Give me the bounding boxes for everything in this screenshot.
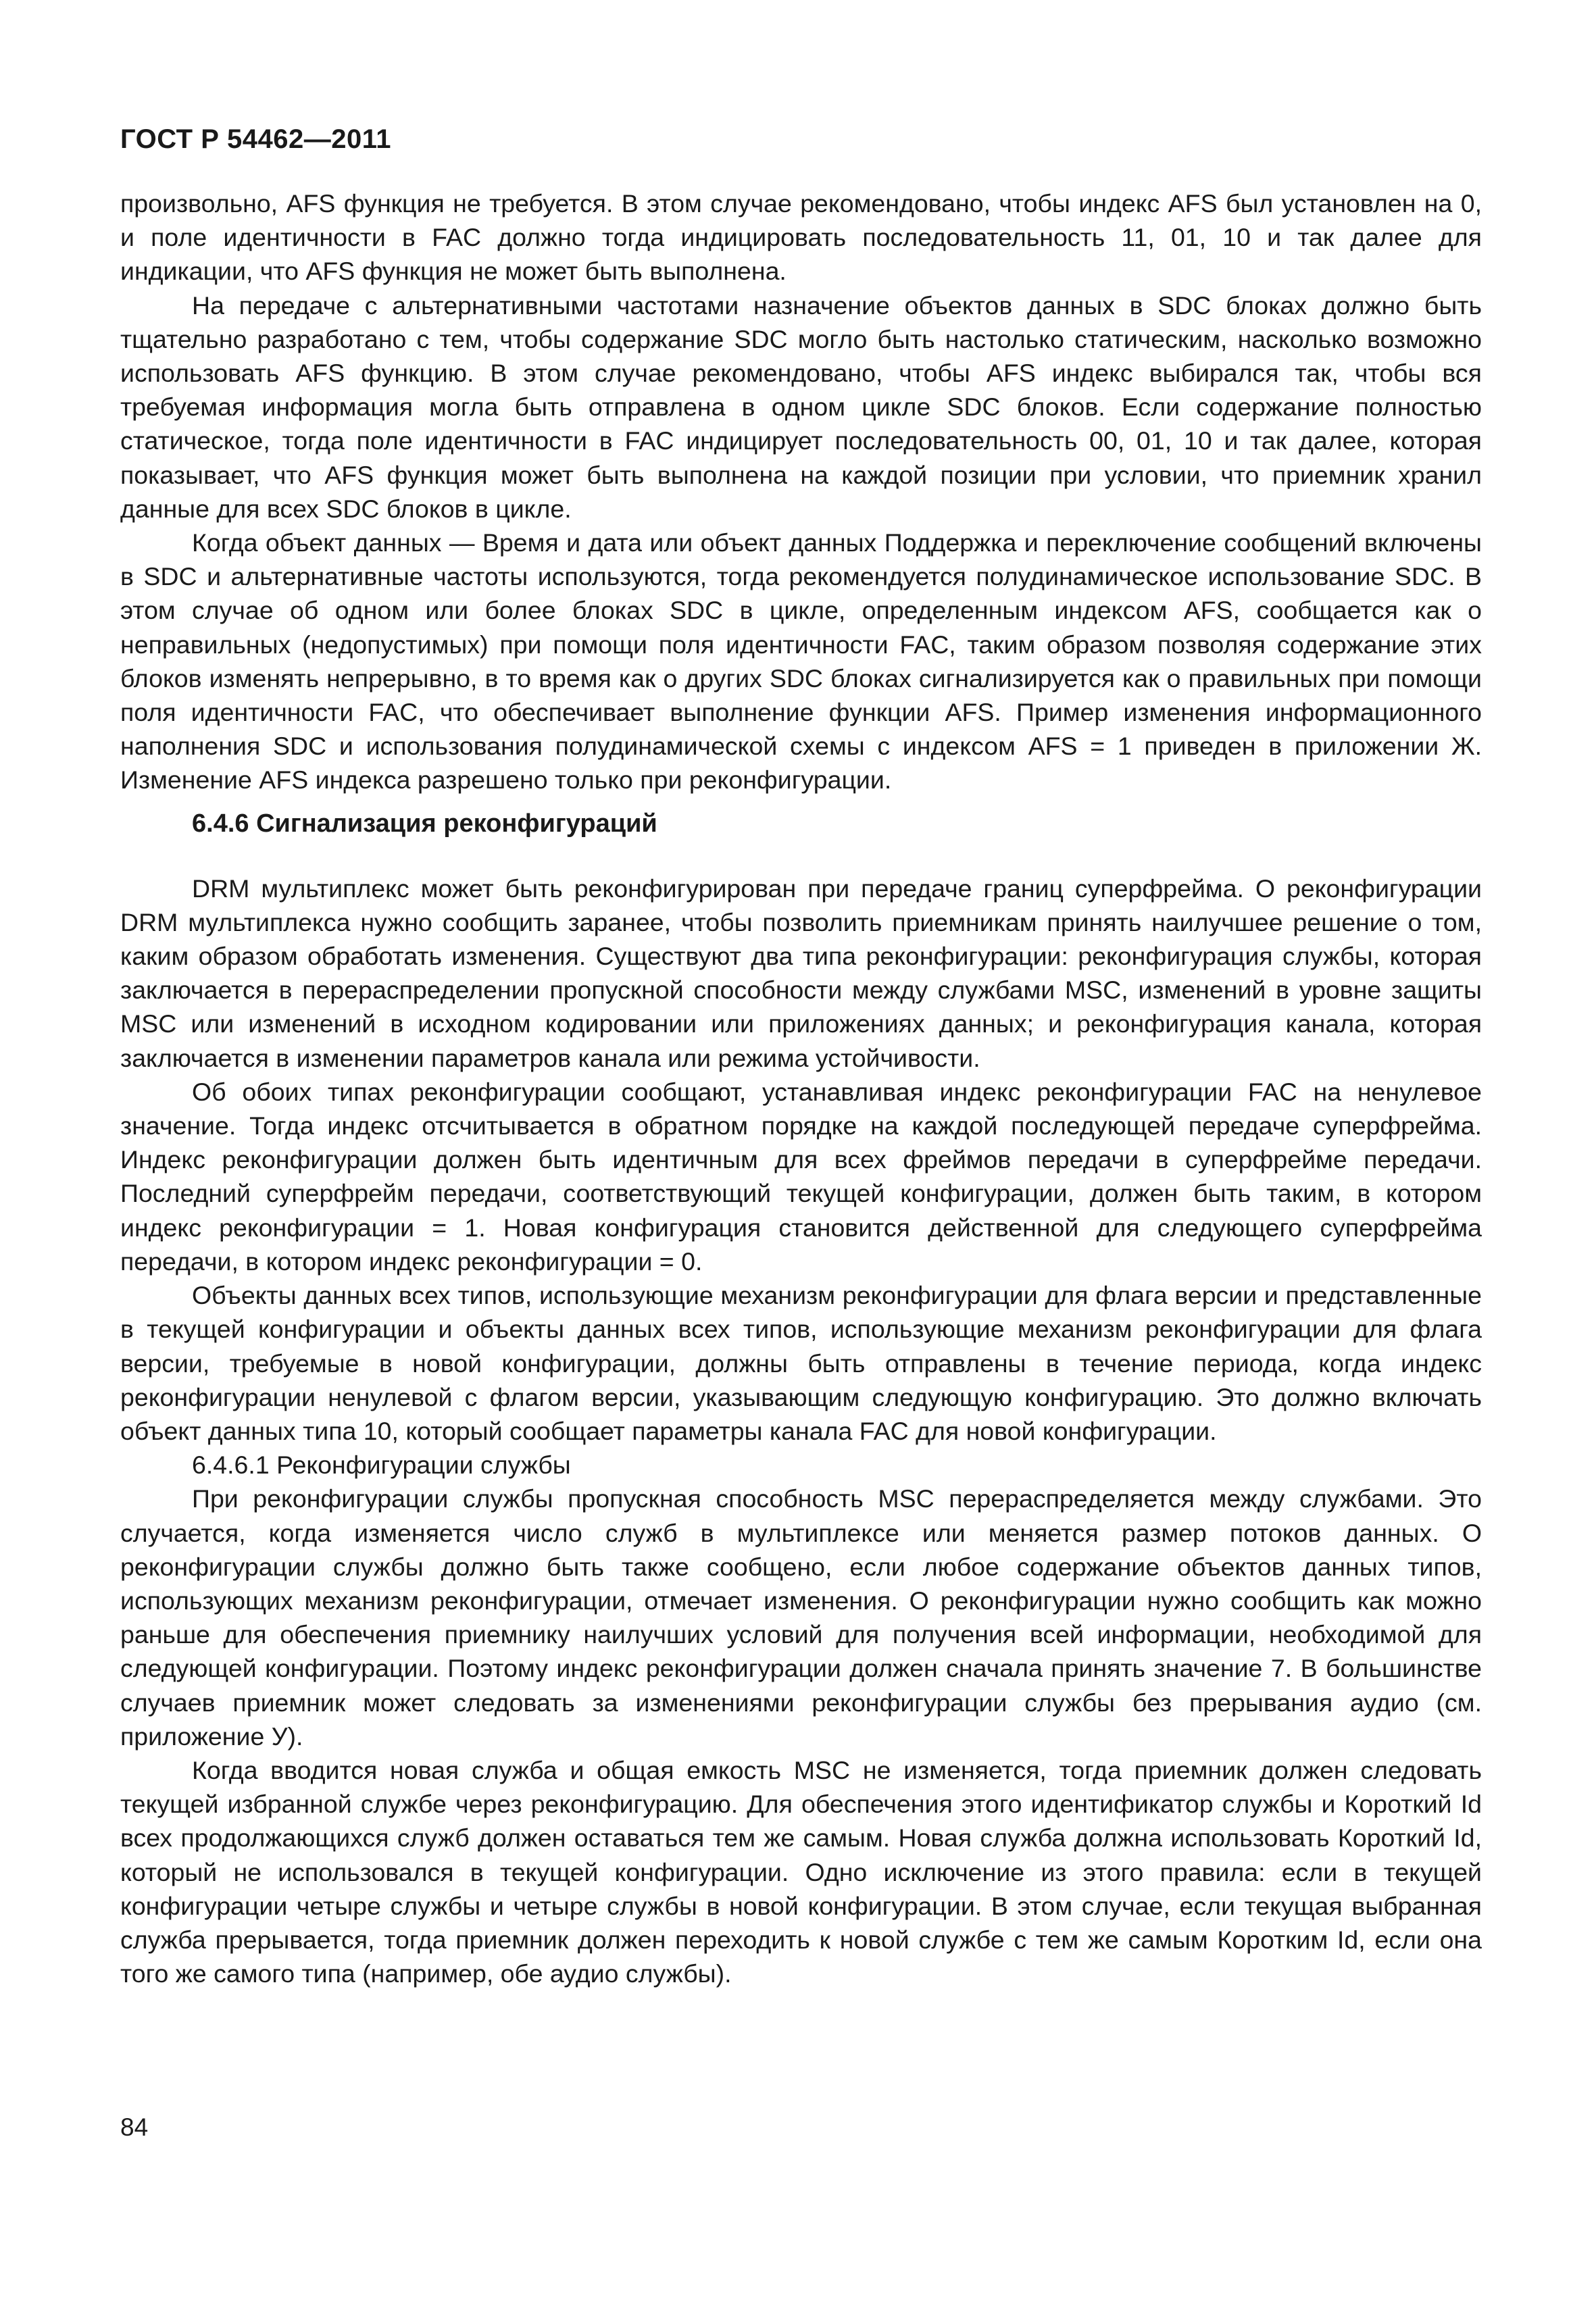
paragraph-semi-dynamic-sdc: Когда объект данных — Время и дата или объект данных Поддержка и переключение сообщений включены в SDC и альтернативные частоты используются, тогда рекомендуется полудинамическое использование SDC. В этом случае об одном или более блоках SDC в цикле, определенным индексом AFS, сообщается как о неправильных (недопустимых) при помощи поля идентичности FAC, таким образом позволяя содержание этих блоков изменять непрерывно, в то время как о других SDC блоках сигнализируется как о правильных при помощи поля идентичности FAC, что обеспечивает выполнение функции AFS. Пример изменения информационного наполнения SDC и использования полудинамической схемы с индексом AFS = 1 приведен в приложении Ж. Изменение AFS индекса разрешено только при реконфигурации. xyxy=(120,528,1482,795)
paragraph-afs-alt-frequencies: На передаче с альтернативными частотами назначение объектов данных в SDC блоках должно быть тщательно разработано с тем, чтобы содержание SDC могло быть настолько статическим, насколько возможно использовать AFS функцию. В этом случае рекомендовано, чтобы AFS индекс выбирался так, чтобы вся требуемая информация могла быть отправлена в одном цикле SDC блоков. Если содержание полностью статическое, тогда поле идентичности в FAC индицирует последовательность 00, 01, 10 и так далее, которая показывает, что AFS функция может быть выполнена на каждой позиции при условии, что приемник хранил данные для всех SDC блоков в цикле. xyxy=(120,291,1482,523)
section-heading-6-4-6: 6.4.6 Сигнализация реконфигураций xyxy=(192,809,657,838)
document-body xyxy=(120,186,1482,1990)
document-page xyxy=(120,122,1482,1990)
paragraph-reconfiguration-index: Об обоих типах реконфигурации сообщают, устанавливая индекс реконфигурации FAC на ненулевое значение. Тогда индекс отсчитывается в обратном порядке на каждой последующей передаче суперфрейма. Индекс реконфигурации должен быть идентичным для всех фреймов передачи в суперфрейме передачи. Последний суперфрейм передачи, соответствующий текущей конфигурации, должен быть таким, в котором индекс реконфигурации = 1. Новая конфигурация становится действенной для следующего суперфрейма передачи, в котором индекс реконфигурации = 0. xyxy=(120,1077,1482,1276)
document-standard-id: ГОСТ Р 54462—2011 xyxy=(120,124,391,154)
paragraph-new-service: Когда вводится новая служба и общая емкость MSC не изменяется, тогда приемник должен следовать текущей избранной службе через реконфигурацию. Для обеспечения этого идентификатор службы и Короткий Id всех продолжающихся служб должен оставаться тем же самым. Новая служба должна использовать Короткий Id, который не использовался в текущей конфигурации. Одно исключение из этого правила: если в текущей конфигурации четыре службы и четыре службы в новой конфигурации. В этом случае, если текущая выбранная служба прерывается, тогда приемник должен переходить к новой службе с тем же самым Коротким Id, если она того же самого типа (например, обе аудио службы). xyxy=(120,1755,1482,1988)
paragraph-version-flag-objects: Объекты данных всех типов, использующие механизм реконфигурации для флага версии и представленные в текущей конфигурации и объекты данных всех типов, использующие механизм реконфигурации для флага версии, требуемые в новой конфигурации, должны быть отправлены в течение периода, когда индекс реконфигурации ненулевой с флагом версии, указывающим следующую конфигурацию. Это должно включать объект данных типа 10, который сообщает параметры канала FAC для новой конфигурации. xyxy=(120,1281,1482,1445)
page-number: 84 xyxy=(120,2113,149,2141)
subsection-heading-6-4-6-1: 6.4.6.1 Реконфигурации службы xyxy=(192,1451,571,1480)
paragraph-continuation: произвольно, AFS функция не требуется. В этом случае рекомендовано, чтобы индекс AFS был установлен на 0, и поле идентичности в FAC должно тогда индицировать последовательность 11, 01, 10 и так далее для индикации, что AFS функция не может быть выполнена. xyxy=(120,189,1482,286)
paragraph-drm-reconfiguration: DRM мультиплекс может быть реконфигурирован при передаче границ суперфрейма. О реконфигурации DRM мультиплекса нужно сообщить заранее, чтобы позволить приемникам принять наилучшее решение о том, каким образом обработать изменения. Существуют два типа реконфигурации: реконфигурация службы, которая заключается в перераспределении пропускной способности между службами MSC, изменений в уровне защиты MSC или изменений в исходном кодировании или приложениях данных; и реконфигурация канала, которая заключается в изменении параметров канала или режима устойчивости. xyxy=(120,874,1482,1072)
paragraph-service-reconfiguration: При реконфигурации службы пропускная способность MSC перераспределяется между службами. Это случается, когда изменяется число служб в мультиплексе или меняется размер потоков данных. О реконфигурации службы должно быть также сообщено, если любое содержание объектов данных типов, использующих механизм реконфигурации, отмечает изменения. О реконфигурации нужно сообщить как можно раньше для обеспечения приемнику наилучших условий для получения всей информации, необходимой для следующей конфигурации. Поэтому индекс реконфигурации должен сначала принять значение 7. В большинстве случаев приемник может следовать за изменениями реконфигурации службы без прерывания аудио (см. приложение У). xyxy=(120,1484,1482,1751)
